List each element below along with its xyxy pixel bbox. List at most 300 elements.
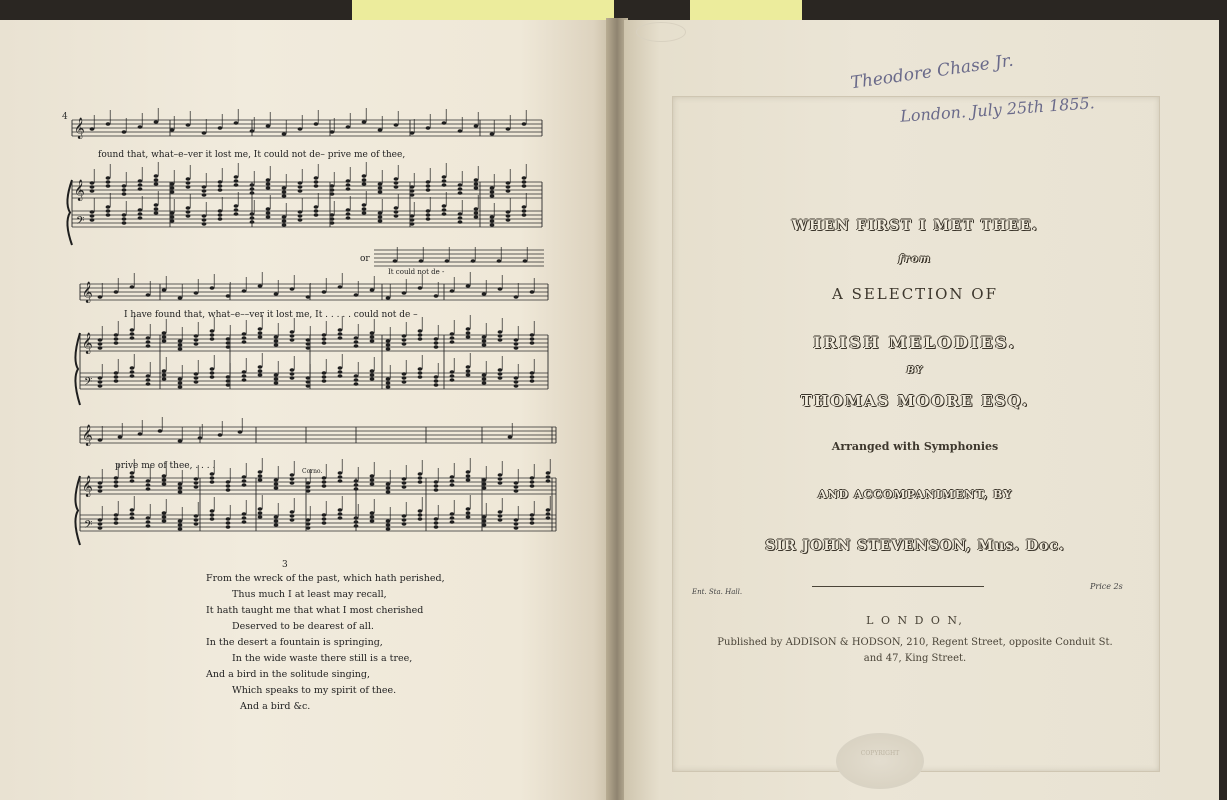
note bbox=[238, 430, 243, 434]
treble-clef-icon: 𝄞 bbox=[82, 333, 93, 354]
note bbox=[370, 482, 375, 486]
note bbox=[162, 511, 167, 515]
note bbox=[466, 515, 471, 519]
bass-clef-icon: 𝄢 bbox=[84, 519, 93, 534]
note bbox=[450, 479, 455, 483]
note bbox=[282, 223, 287, 227]
note bbox=[106, 213, 111, 217]
note bbox=[98, 481, 103, 485]
entered-stationers-hall: Ent. Sta. Hall. bbox=[692, 588, 743, 596]
note bbox=[282, 194, 287, 198]
brace bbox=[75, 333, 80, 405]
note bbox=[466, 373, 471, 377]
note bbox=[490, 186, 495, 190]
note bbox=[130, 332, 135, 336]
note bbox=[146, 344, 151, 348]
note bbox=[418, 509, 423, 513]
note bbox=[98, 295, 103, 299]
note bbox=[394, 177, 399, 181]
note bbox=[370, 373, 375, 377]
note bbox=[98, 342, 103, 346]
note bbox=[418, 480, 423, 484]
note bbox=[450, 370, 455, 374]
note bbox=[290, 338, 295, 342]
note bbox=[474, 186, 479, 190]
note bbox=[514, 526, 519, 530]
publisher-line: and 47, King Street. bbox=[863, 653, 967, 664]
note bbox=[378, 190, 383, 194]
poem-line: In the wide waste there still is a tree, bbox=[232, 653, 413, 664]
note bbox=[274, 515, 279, 519]
note bbox=[506, 185, 511, 189]
note bbox=[290, 481, 295, 485]
note bbox=[506, 214, 511, 218]
note bbox=[122, 188, 127, 192]
note bbox=[482, 377, 487, 381]
note bbox=[442, 121, 447, 125]
poem-line: And a bird &c. bbox=[240, 701, 311, 712]
note bbox=[178, 343, 183, 347]
note bbox=[498, 372, 503, 376]
note bbox=[506, 210, 511, 214]
publisher-line: Published by ADDISON & HODSON, 210, Regent Street, opposite Conduit St. bbox=[717, 637, 1113, 648]
note bbox=[418, 371, 423, 375]
note bbox=[274, 478, 279, 482]
note bbox=[90, 185, 95, 189]
note bbox=[290, 334, 295, 338]
note bbox=[402, 514, 407, 518]
note bbox=[522, 180, 527, 184]
note bbox=[194, 518, 199, 522]
note bbox=[114, 375, 119, 379]
note bbox=[498, 334, 503, 338]
note bbox=[242, 289, 247, 293]
note bbox=[450, 332, 455, 336]
note bbox=[202, 222, 207, 226]
note bbox=[322, 290, 327, 294]
note bbox=[426, 180, 431, 184]
note bbox=[346, 216, 351, 220]
note bbox=[386, 490, 391, 494]
note bbox=[466, 335, 471, 339]
note bbox=[138, 208, 143, 212]
note bbox=[178, 385, 183, 389]
note bbox=[322, 371, 327, 375]
note bbox=[274, 373, 279, 377]
note bbox=[106, 184, 111, 188]
note bbox=[314, 213, 319, 217]
note bbox=[490, 190, 495, 194]
note bbox=[210, 337, 215, 341]
treble-clef-icon: 𝄞 bbox=[82, 476, 93, 497]
note bbox=[130, 366, 135, 370]
brace bbox=[75, 476, 80, 545]
note bbox=[138, 179, 143, 183]
note bbox=[282, 186, 287, 190]
note bbox=[146, 483, 151, 487]
note bbox=[482, 373, 487, 377]
note bbox=[258, 335, 263, 339]
note bbox=[162, 474, 167, 478]
note bbox=[258, 327, 263, 331]
note bbox=[114, 476, 119, 480]
note bbox=[290, 368, 295, 372]
note bbox=[202, 185, 207, 189]
note bbox=[450, 336, 455, 340]
note bbox=[530, 480, 535, 484]
note bbox=[162, 478, 167, 482]
note bbox=[226, 521, 231, 525]
note bbox=[122, 184, 127, 188]
note bbox=[450, 475, 455, 479]
note bbox=[130, 475, 135, 479]
note bbox=[298, 210, 303, 214]
note bbox=[418, 367, 423, 371]
note bbox=[106, 122, 111, 126]
note bbox=[370, 474, 375, 478]
arranged-text: Arranged with Symphonies bbox=[831, 440, 999, 453]
note bbox=[274, 519, 279, 523]
note bbox=[322, 521, 327, 525]
note bbox=[450, 483, 455, 487]
note bbox=[466, 478, 471, 482]
note bbox=[490, 194, 495, 198]
note bbox=[194, 485, 199, 489]
song-title: WHEN FIRST I MET THEE. bbox=[791, 218, 1039, 234]
note bbox=[98, 526, 103, 530]
note bbox=[154, 211, 159, 215]
copyright-stamp: COPYRIGHT bbox=[836, 733, 924, 789]
note bbox=[90, 181, 95, 185]
note bbox=[530, 375, 535, 379]
note bbox=[466, 507, 471, 511]
note bbox=[426, 213, 431, 217]
note bbox=[210, 371, 215, 375]
note bbox=[474, 124, 479, 128]
note bbox=[322, 337, 327, 341]
note bbox=[322, 517, 327, 521]
note bbox=[394, 185, 399, 189]
note bbox=[146, 516, 151, 520]
note bbox=[178, 296, 183, 300]
note bbox=[442, 212, 447, 216]
blind-stamp bbox=[636, 22, 686, 42]
note bbox=[282, 219, 287, 223]
note bbox=[122, 130, 127, 134]
note bbox=[274, 486, 279, 490]
note bbox=[178, 519, 183, 523]
note bbox=[98, 522, 103, 526]
note bbox=[522, 209, 527, 213]
note bbox=[362, 203, 367, 207]
note bbox=[218, 217, 223, 221]
note bbox=[458, 212, 463, 216]
note bbox=[146, 378, 151, 382]
note bbox=[162, 482, 167, 486]
note bbox=[98, 338, 103, 342]
note bbox=[210, 476, 215, 480]
note bbox=[282, 190, 287, 194]
note bbox=[242, 378, 247, 382]
note bbox=[445, 259, 450, 263]
note bbox=[210, 517, 215, 521]
note bbox=[474, 182, 479, 186]
note bbox=[386, 482, 391, 486]
lyrics-system-3: prive me of thee, . . . . bbox=[115, 461, 216, 471]
note bbox=[242, 512, 247, 516]
note bbox=[506, 218, 511, 222]
note bbox=[90, 210, 95, 214]
corno-label: Corno. bbox=[302, 468, 323, 475]
note bbox=[242, 336, 247, 340]
note bbox=[226, 484, 231, 488]
note bbox=[178, 486, 183, 490]
note bbox=[146, 479, 151, 483]
note bbox=[154, 182, 159, 186]
note bbox=[162, 335, 167, 339]
note bbox=[258, 478, 263, 482]
note bbox=[497, 259, 502, 263]
note bbox=[530, 476, 535, 480]
note bbox=[498, 510, 503, 514]
note bbox=[90, 214, 95, 218]
note bbox=[466, 369, 471, 373]
note bbox=[418, 337, 423, 341]
author-name: THOMAS MOORE ESQ. bbox=[800, 392, 1030, 410]
note bbox=[426, 126, 431, 130]
note bbox=[290, 287, 295, 291]
note bbox=[234, 212, 239, 216]
note bbox=[514, 295, 519, 299]
poem-line: It hath taught me that what I most cherished bbox=[206, 605, 424, 616]
note bbox=[514, 338, 519, 342]
note bbox=[442, 204, 447, 208]
note bbox=[146, 524, 151, 528]
arranger-name: SIR JOHN STEVENSON, Mus. Doc. bbox=[765, 538, 1065, 554]
note bbox=[386, 343, 391, 347]
note bbox=[354, 378, 359, 382]
note bbox=[338, 508, 343, 512]
note bbox=[506, 181, 511, 185]
note bbox=[506, 189, 511, 193]
note bbox=[434, 383, 439, 387]
note bbox=[178, 490, 183, 494]
note bbox=[218, 126, 223, 130]
note bbox=[434, 379, 439, 383]
note bbox=[458, 187, 463, 191]
note bbox=[258, 470, 263, 474]
note bbox=[458, 191, 463, 195]
note bbox=[234, 175, 239, 179]
note bbox=[298, 185, 303, 189]
note bbox=[98, 438, 103, 442]
note bbox=[106, 180, 111, 184]
note bbox=[138, 212, 143, 216]
note bbox=[210, 513, 215, 517]
note bbox=[266, 207, 271, 211]
bookmark-tab bbox=[690, 0, 802, 22]
note bbox=[274, 381, 279, 385]
note bbox=[426, 209, 431, 213]
note bbox=[130, 508, 135, 512]
note bbox=[186, 210, 191, 214]
note bbox=[474, 207, 479, 211]
poem-line: In the desert a fountain is springing, bbox=[206, 637, 383, 648]
note bbox=[314, 205, 319, 209]
note bbox=[450, 516, 455, 520]
selection-text: A SELECTION OF bbox=[831, 285, 999, 303]
note bbox=[546, 516, 551, 520]
note bbox=[234, 121, 239, 125]
note bbox=[258, 515, 263, 519]
note bbox=[514, 518, 519, 522]
note bbox=[210, 509, 215, 513]
note bbox=[434, 345, 439, 349]
note bbox=[154, 203, 159, 207]
note bbox=[346, 179, 351, 183]
note bbox=[442, 208, 447, 212]
note bbox=[138, 187, 143, 191]
note bbox=[482, 292, 487, 296]
note bbox=[194, 477, 199, 481]
note bbox=[354, 382, 359, 386]
note bbox=[498, 287, 503, 291]
note bbox=[386, 519, 391, 523]
note bbox=[546, 471, 551, 475]
note bbox=[466, 474, 471, 478]
note bbox=[482, 335, 487, 339]
note bbox=[194, 291, 199, 295]
note bbox=[162, 331, 167, 335]
note bbox=[242, 475, 247, 479]
note bbox=[354, 344, 359, 348]
note bbox=[194, 380, 199, 384]
note bbox=[122, 192, 127, 196]
note bbox=[130, 512, 135, 516]
note bbox=[194, 514, 199, 518]
note bbox=[378, 211, 383, 215]
note bbox=[138, 216, 143, 220]
note bbox=[466, 511, 471, 515]
note bbox=[146, 336, 151, 340]
note bbox=[402, 380, 407, 384]
ossia-lyrics: It could not de - bbox=[388, 268, 445, 276]
lyrics-system-2: I have found that, what–e––ver it lost me, It . . . . . could not de – bbox=[124, 310, 418, 320]
note bbox=[114, 290, 119, 294]
note bbox=[202, 193, 207, 197]
note bbox=[354, 340, 359, 344]
note bbox=[514, 481, 519, 485]
note bbox=[498, 514, 503, 518]
accompaniment-text: AND ACCOMPANIMENT, BY bbox=[817, 488, 1013, 501]
note bbox=[322, 333, 327, 337]
note bbox=[218, 184, 223, 188]
note bbox=[530, 513, 535, 517]
note bbox=[242, 520, 247, 524]
note bbox=[402, 334, 407, 338]
treble-clef-icon: 𝄞 bbox=[74, 118, 85, 139]
note bbox=[130, 516, 135, 520]
note bbox=[426, 184, 431, 188]
note bbox=[418, 513, 423, 517]
note bbox=[450, 340, 455, 344]
note bbox=[266, 211, 271, 215]
note bbox=[298, 218, 303, 222]
note bbox=[194, 522, 199, 526]
note bbox=[266, 186, 271, 190]
note bbox=[386, 381, 391, 385]
treble-clef-icon: 𝄞 bbox=[74, 180, 85, 201]
note bbox=[242, 332, 247, 336]
note bbox=[274, 343, 279, 347]
note bbox=[162, 519, 167, 523]
note bbox=[482, 381, 487, 385]
note bbox=[130, 479, 135, 483]
note bbox=[434, 517, 439, 521]
note bbox=[258, 369, 263, 373]
note bbox=[402, 522, 407, 526]
note bbox=[194, 338, 199, 342]
note bbox=[498, 330, 503, 334]
note bbox=[210, 480, 215, 484]
note bbox=[122, 213, 127, 217]
note bbox=[490, 219, 495, 223]
note bbox=[370, 331, 375, 335]
note bbox=[106, 205, 111, 209]
note bbox=[210, 333, 215, 337]
verse-number: 3 bbox=[282, 560, 288, 570]
note bbox=[346, 187, 351, 191]
note bbox=[338, 512, 343, 516]
note bbox=[466, 327, 471, 331]
note bbox=[450, 520, 455, 524]
note bbox=[114, 337, 119, 341]
note bbox=[514, 489, 519, 493]
note bbox=[162, 288, 167, 292]
note bbox=[419, 259, 424, 263]
note bbox=[322, 476, 327, 480]
note bbox=[218, 433, 223, 437]
note bbox=[266, 215, 271, 219]
note bbox=[338, 366, 343, 370]
note bbox=[338, 328, 343, 332]
note bbox=[530, 521, 535, 525]
note bbox=[210, 375, 215, 379]
note bbox=[514, 342, 519, 346]
note bbox=[98, 384, 103, 388]
note bbox=[498, 473, 503, 477]
note bbox=[322, 480, 327, 484]
note bbox=[146, 382, 151, 386]
note bbox=[498, 481, 503, 485]
note bbox=[290, 330, 295, 334]
note bbox=[178, 527, 183, 531]
bass-clef-icon: 𝄢 bbox=[84, 376, 93, 391]
note bbox=[450, 378, 455, 382]
note bbox=[314, 176, 319, 180]
note bbox=[471, 259, 476, 263]
note bbox=[98, 346, 103, 350]
note bbox=[370, 339, 375, 343]
poem-line: Deserved to be dearest of all. bbox=[232, 621, 374, 632]
collection-title: IRISH MELODIES. bbox=[813, 333, 1017, 352]
note bbox=[346, 125, 351, 129]
note bbox=[522, 184, 527, 188]
note bbox=[514, 346, 519, 350]
note bbox=[186, 206, 191, 210]
note bbox=[530, 341, 535, 345]
note bbox=[498, 338, 503, 342]
